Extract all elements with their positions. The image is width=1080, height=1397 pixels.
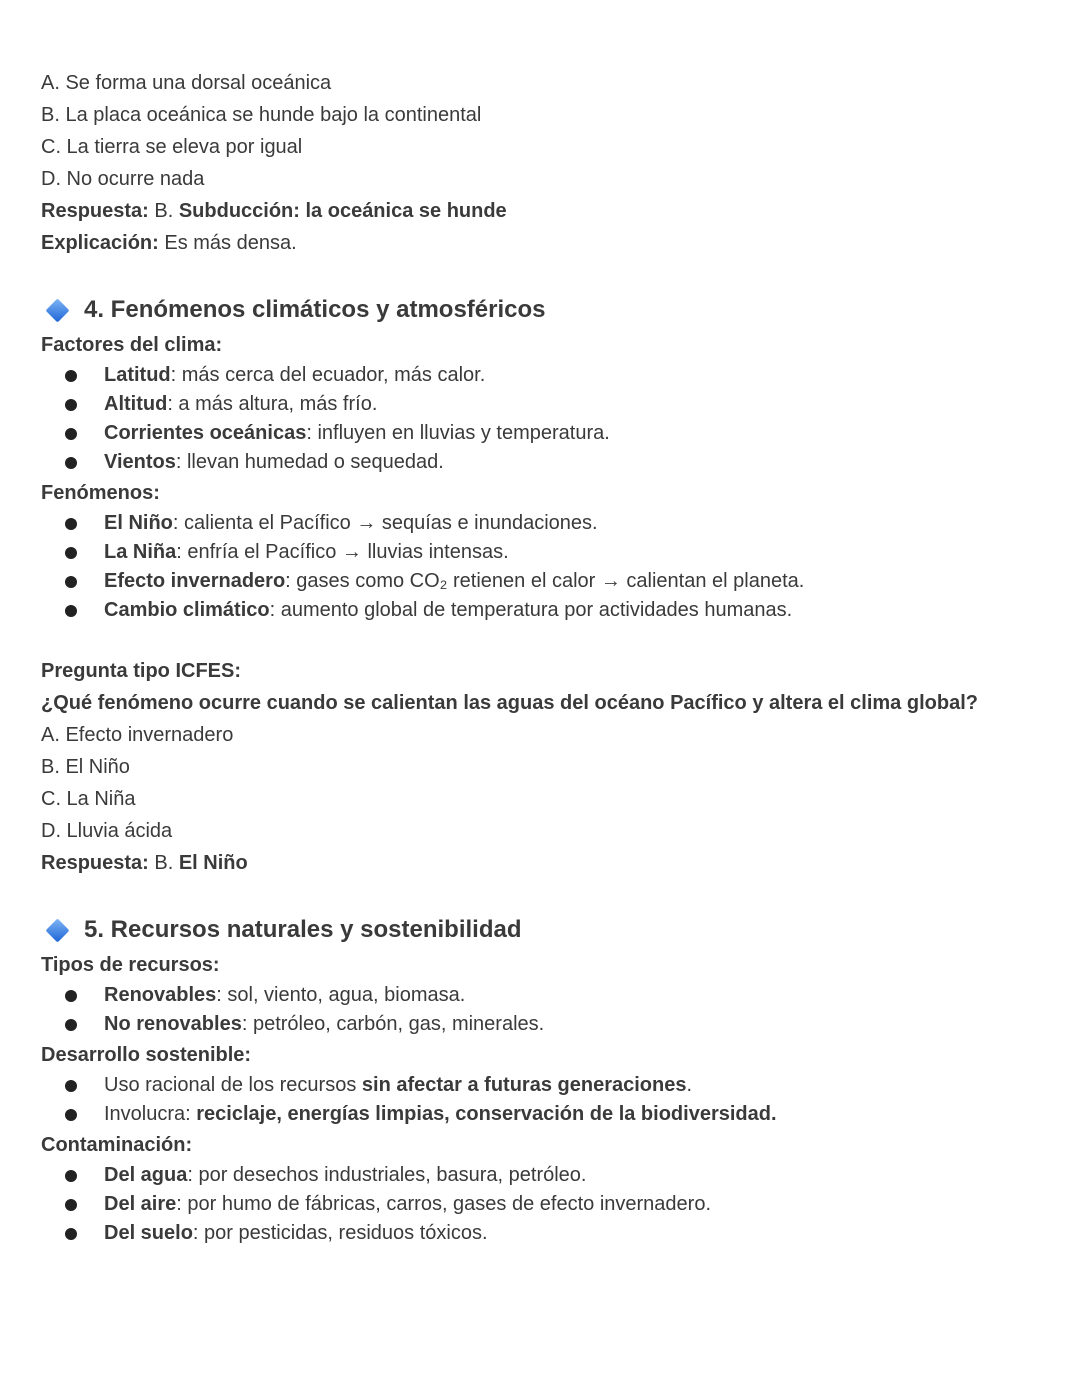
text: : influyen en lluvias y temperatura. <box>306 422 610 444</box>
bold-text: Subducción: la oceánica se hunde <box>178 200 507 222</box>
paragraph <box>41 195 1041 227</box>
bold-text: Respuesta: <box>41 200 149 222</box>
bold-text: El Niño <box>178 852 248 874</box>
bold-text: Tipos de recursos: <box>41 954 220 976</box>
list-item <box>41 567 1041 596</box>
bold-text: Latitud <box>104 364 171 386</box>
bold-text: Contaminación: <box>41 1134 193 1156</box>
bold-text: Cambio climático <box>104 599 270 621</box>
list-item <box>41 1071 1041 1100</box>
list-item <box>41 1161 1041 1190</box>
paragraph <box>41 687 1041 719</box>
section-heading <box>41 913 1041 947</box>
list-item <box>41 1100 1041 1129</box>
text: : a más altura, más frío. <box>167 393 378 415</box>
text: : calienta el Pacífico → sequías e inundaciones. <box>172 512 598 534</box>
text: : sol, viento, agua, biomasa. <box>216 984 466 1006</box>
bullet-icon <box>65 547 77 559</box>
blue-diamond-icon <box>45 918 69 942</box>
text: D. Lluvia ácida <box>41 820 173 842</box>
text: : por pesticidas, residuos tóxicos. <box>192 1222 488 1244</box>
bold-text: Desarrollo sostenible: <box>41 1044 252 1066</box>
bold-text: Explicación: <box>41 232 159 254</box>
list-item <box>41 1190 1041 1219</box>
bullet-icon <box>65 1199 77 1211</box>
bullet-icon <box>65 370 77 382</box>
text: : llevan humedad o sequedad. <box>175 451 444 473</box>
spacer <box>41 625 1041 655</box>
text: C. La Niña <box>41 788 136 810</box>
section-heading <box>41 293 1041 327</box>
bold-text: Corrientes oceánicas <box>104 422 307 444</box>
paragraph <box>41 655 1041 687</box>
bold-text: Factores del clima: <box>41 334 223 356</box>
text: Uso racional de los recursos <box>104 1074 362 1096</box>
bold-text: sin afectar a futuras generaciones <box>361 1074 687 1096</box>
list-item <box>41 596 1041 625</box>
text: : por humo de fábricas, carros, gases de efecto invernadero. <box>176 1193 712 1215</box>
bold-text: Del suelo <box>104 1222 193 1244</box>
text: D. No ocurre nada <box>41 168 205 190</box>
bold-text: Renovables <box>104 984 217 1006</box>
bold-text: La Niña <box>104 541 177 563</box>
text: . <box>686 1074 693 1096</box>
document-body <box>41 67 1041 1248</box>
text: Involucra: <box>104 1103 197 1125</box>
bold-text: Pregunta tipo ICFES: <box>41 660 241 682</box>
paragraph <box>41 227 1041 259</box>
blue-diamond-icon <box>45 298 69 322</box>
paragraph <box>41 67 1041 99</box>
list-item <box>41 361 1041 390</box>
paragraph <box>41 329 1041 361</box>
paragraph <box>41 847 1041 879</box>
text: A. Efecto invernadero <box>41 724 234 746</box>
bullet-icon <box>65 457 77 469</box>
paragraph <box>41 99 1041 131</box>
list-item <box>41 390 1041 419</box>
bullet-icon <box>65 1109 77 1121</box>
list-item <box>41 1010 1041 1039</box>
bullet-icon <box>65 1170 77 1182</box>
bold-text: El Niño <box>104 512 173 534</box>
bold-text: Efecto invernadero <box>104 570 286 592</box>
text: : por desechos industriales, basura, petróleo. <box>187 1164 587 1186</box>
paragraph <box>41 815 1041 847</box>
bold-text: Fenómenos: <box>41 482 160 504</box>
bullet-icon <box>65 518 77 530</box>
paragraph <box>41 751 1041 783</box>
paragraph <box>41 719 1041 751</box>
text: B. <box>148 200 179 222</box>
bold-text: Del agua <box>104 1164 188 1186</box>
bold-text: reciclaje, energías limpias, conservación de la biodiversidad. <box>196 1103 777 1125</box>
text: C. La tierra se eleva por igual <box>41 136 303 158</box>
paragraph <box>41 783 1041 815</box>
text: Es más densa. <box>158 232 297 254</box>
bullet-icon <box>65 1019 77 1031</box>
list-item <box>41 1219 1041 1248</box>
text: : más cerca del ecuador, más calor. <box>170 364 486 386</box>
bold-text: No renovables <box>104 1013 242 1035</box>
text: : aumento global de temperatura por actividades humanas. <box>269 599 793 621</box>
text: : petróleo, carbón, gas, minerales. <box>241 1013 545 1035</box>
bold-text: ¿Qué fenómeno ocurre cuando se calientan las aguas del océano Pacífico y altera el clima global? <box>41 692 978 714</box>
list-item <box>41 448 1041 477</box>
bold-text: Vientos <box>104 451 176 473</box>
bullet-icon <box>65 605 77 617</box>
paragraph <box>41 163 1041 195</box>
list-item <box>41 419 1041 448</box>
text: B. El Niño <box>41 756 130 778</box>
bullet-icon <box>65 990 77 1002</box>
section-heading-text: 5. Recursos naturales y sostenibilidad <box>84 916 522 943</box>
paragraph <box>41 1129 1041 1161</box>
paragraph <box>41 477 1041 509</box>
text: B. <box>148 852 179 874</box>
bold-text: Del aire <box>104 1193 177 1215</box>
section-heading-text: 4. Fenómenos climáticos y atmosféricos <box>84 296 546 323</box>
bold-text: Altitud <box>104 393 168 415</box>
bullet-icon <box>65 1228 77 1240</box>
list-item <box>41 981 1041 1010</box>
bullet-icon <box>65 428 77 440</box>
list-item <box>41 538 1041 567</box>
list-item <box>41 509 1041 538</box>
paragraph <box>41 949 1041 981</box>
text: : enfría el Pacífico → lluvias intensas. <box>176 541 509 563</box>
bullet-icon <box>65 576 77 588</box>
text: : gases como CO₂ retienen el calor → calientan el planeta. <box>285 570 805 592</box>
paragraph <box>41 1039 1041 1071</box>
text: B. La placa oceánica se hunde bajo la continental <box>41 104 482 126</box>
paragraph <box>41 131 1041 163</box>
bold-text: Respuesta: <box>41 852 149 874</box>
text: A. Se forma una dorsal oceánica <box>41 72 332 94</box>
bullet-icon <box>65 399 77 411</box>
bullet-icon <box>65 1080 77 1092</box>
